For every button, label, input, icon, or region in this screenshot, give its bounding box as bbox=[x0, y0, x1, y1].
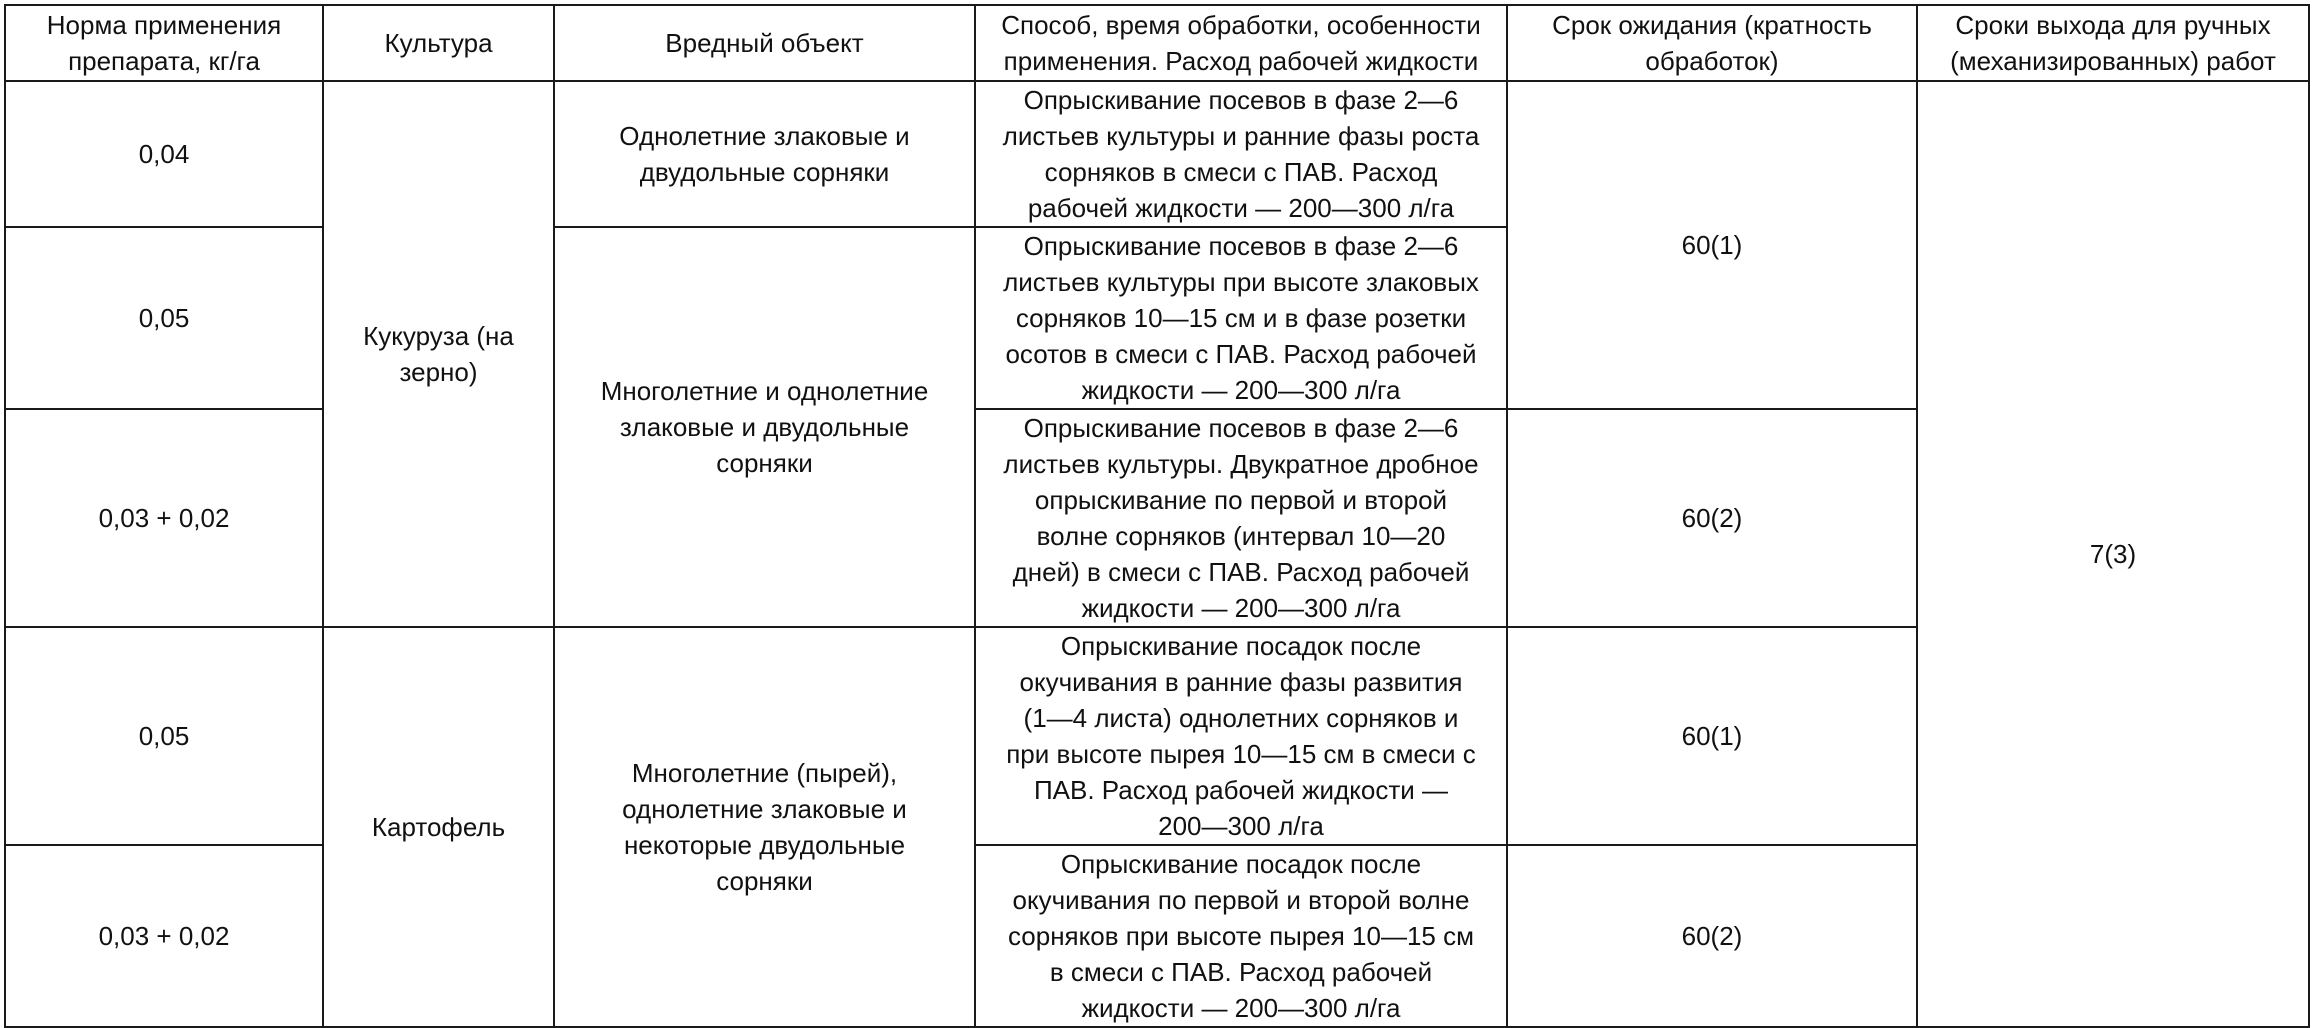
rate-cell: 0,03 + 0,02 bbox=[5, 409, 323, 627]
header-crop: Культура bbox=[323, 5, 554, 81]
waiting-period-cell: 60(2) bbox=[1507, 409, 1917, 627]
regulations-table bbox=[4, 4, 2310, 1028]
header-exit-term: Сроки выхода для ручных (механизированных) работ bbox=[1917, 5, 2309, 81]
table-row bbox=[5, 81, 2309, 227]
waiting-period-cell: 60(1) bbox=[1507, 627, 1917, 845]
crop-cell: Кукуруза (на зерно) bbox=[323, 81, 554, 627]
header-row bbox=[5, 5, 2309, 81]
rate-cell: 0,05 bbox=[5, 627, 323, 845]
exit-term-cell: 7(3) bbox=[1917, 81, 2309, 1027]
crop-cell: Картофель bbox=[323, 627, 554, 1027]
method-cell: Опрыскивание посадок после окучивания в ранние фазы развития (1—4 листа) однолетних сорняков и при высоте пырея 10—15 см в смеси с ПАВ. Расход рабочей жидкости — 200—300 л/га bbox=[975, 627, 1507, 845]
header-rate: Норма применения препарата, кг/га bbox=[5, 5, 323, 81]
rate-cell: 0,04 bbox=[5, 81, 323, 227]
rate-cell: 0,03 + 0,02 bbox=[5, 845, 323, 1027]
rate-cell: 0,05 bbox=[5, 227, 323, 409]
pest-cell: Многолетние и однолетние злаковые и двудольные сорняки bbox=[554, 227, 975, 627]
waiting-period-cell: 60(2) bbox=[1507, 845, 1917, 1027]
waiting-period-cell: 60(1) bbox=[1507, 81, 1917, 409]
pest-cell: Многолетние (пырей), однолетние злаковые и некоторые двудольные сорняки bbox=[554, 627, 975, 1027]
header-method: Способ, время обработки, особенности применения. Расход рабочей жидкости bbox=[975, 5, 1507, 81]
header-pest: Вредный объект bbox=[554, 5, 975, 81]
method-cell: Опрыскивание посадок после окучивания по первой и второй волне сорняков при высоте пырея 10—15 см в смеси с ПАВ. Расход рабочей жидкости — 200—300 л/га bbox=[975, 845, 1507, 1027]
method-cell: Опрыскивание посевов в фазе 2—6 листьев культуры при высоте злаковых сорняков 10—15 см и в фазе розетки осотов в смеси с ПАВ. Расход рабочей жидкости — 200—300 л/га bbox=[975, 227, 1507, 409]
pest-cell: Однолетние злаковые и двудольные сорняки bbox=[554, 81, 975, 227]
method-cell: Опрыскивание посевов в фазе 2—6 листьев культуры. Двукратное дробное опрыскивание по первой и второй волне сорняков (интервал 10—20 дней) в смеси с ПАВ. Расход рабочей жидкости — 200—300 л/га bbox=[975, 409, 1507, 627]
method-cell: Опрыскивание посевов в фазе 2—6 листьев культуры и ранние фазы роста сорняков в смеси с ПАВ. Расход рабочей жидкости — 200—300 л/га bbox=[975, 81, 1507, 227]
header-waiting-period: Срок ожидания (кратность обработок) bbox=[1507, 5, 1917, 81]
